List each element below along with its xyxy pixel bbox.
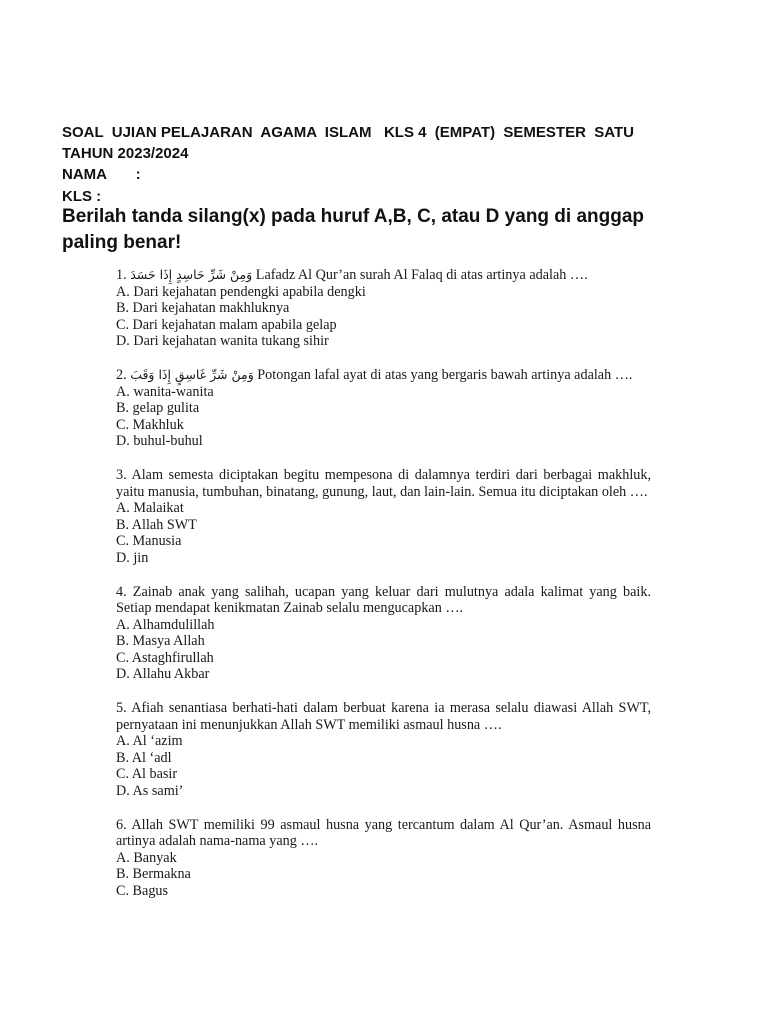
question-number: 6. [116, 816, 127, 833]
answer-option-a: A. Al ‘azim [116, 733, 183, 750]
question-4 [116, 584, 651, 684]
exam-header [62, 122, 652, 207]
answer-option-b: B. Dari kejahatan makhluknya [116, 300, 290, 317]
answer-option-c: C. Bagus [116, 883, 169, 899]
arabic-verse: وَمِنْ شَرِّ غَاسِقٍ إِذَا وَقَبَ [130, 366, 254, 382]
name-label: NAMA : [62, 166, 141, 184]
question-stem [116, 367, 651, 384]
question-number: 2. [116, 366, 127, 383]
class-label: KLS : [62, 187, 102, 205]
answer-option-a: A. wanita-wanita [116, 383, 214, 400]
answer-option-c: C. Manusia [116, 533, 182, 550]
question-text: Lafadz Al Qur’an surah Al Falaq di atas artinya adalah …. [255, 267, 588, 283]
question-text: Alam semesta diciptakan begitu mempesona di dalamnya terdiri dari berbagai makhluk, yaitu manusia, tumbuhan, binatang, gunung, laut, dan lain-lain. Semua itu diciptakan oleh …. [116, 466, 651, 500]
question-1 [116, 267, 651, 350]
question-number: 4. [116, 583, 127, 600]
answer-option-c: C. Al basir [116, 766, 178, 783]
answer-option-b: B. Allah SWT [116, 516, 197, 533]
answer-option-b: B. Al ‘adl [116, 749, 172, 766]
answer-option-b: B. Masya Allah [116, 633, 205, 650]
answer-option-d: D. Dari kejahatan wanita tukang sihir [116, 333, 329, 350]
question-stem [116, 467, 651, 500]
answer-option-a: A. Dari kejahatan pendengki apabila dengki [116, 283, 366, 300]
answer-option-c: C. Astaghfirullah [116, 649, 214, 666]
answer-option-c: C. Dari kejahatan malam apabila gelap [116, 316, 337, 333]
question-text: Zainab anak yang salihah, ucapan yang keluar dari mulutnya adala kalimat yang baik. Setiap mendapat kenikmatan Zainab selalu mengucapkan …. [116, 583, 651, 617]
question-text: Potongan lafal ayat di atas yang bergaris bawah artinya adalah …. [257, 366, 633, 383]
question-stem [116, 584, 651, 617]
question-number: 3. [116, 466, 127, 483]
answer-option-d: D. Allahu Akbar [116, 666, 210, 683]
question-2 [116, 367, 651, 450]
instruction-text: Berilah tanda silang(x) pada huruf A,B, C, atau D yang di anggap paling benar! [62, 206, 645, 253]
exam-year: TAHUN 2023/2024 [62, 145, 189, 163]
question-list [116, 267, 651, 917]
question-stem [116, 817, 651, 850]
question-text: Afiah senantiasa berhati-hati dalam berbuat karena ia merasa selalu diawasi Allah SWT, pernyataan ini menunjukkan Allah SWT memiliki asmaul husna …. [116, 700, 651, 733]
answer-option-c: C. Makhluk [116, 416, 184, 433]
answer-option-d: D. buhul-buhul [116, 433, 203, 450]
question-number: 5. [116, 700, 127, 717]
answer-option-b: B. gelap gulita [116, 400, 200, 417]
question-stem [116, 700, 651, 733]
question-6 [116, 817, 651, 900]
answer-option-b: B. Bermakna [116, 866, 191, 883]
answer-option-d: D. jin [116, 549, 149, 566]
question-stem [116, 267, 651, 284]
answer-option-a: A. Malaikat [116, 500, 184, 517]
question-3 [116, 467, 651, 567]
answer-option-a: A. Banyak [116, 849, 177, 866]
question-number: 1. [116, 267, 127, 283]
question-5 [116, 700, 651, 800]
answer-option-d: D. As sami’ [116, 783, 184, 800]
arabic-verse: وَمِنْ شَرِّ حَاسِدٍ إِذَا حَسَدَ [130, 267, 253, 282]
answer-option-a: A. Alhamdulillah [116, 616, 215, 633]
exam-title: SOAL UJIAN PELAJARAN AGAMA ISLAM KLS 4 (EMPAT) SEMESTER SATU [62, 124, 634, 141]
question-text: Allah SWT memiliki 99 asmaul husna yang tercantum dalam Al Qur’an. Asmaul husna artinya adalah nama-nama yang …. [116, 816, 652, 850]
